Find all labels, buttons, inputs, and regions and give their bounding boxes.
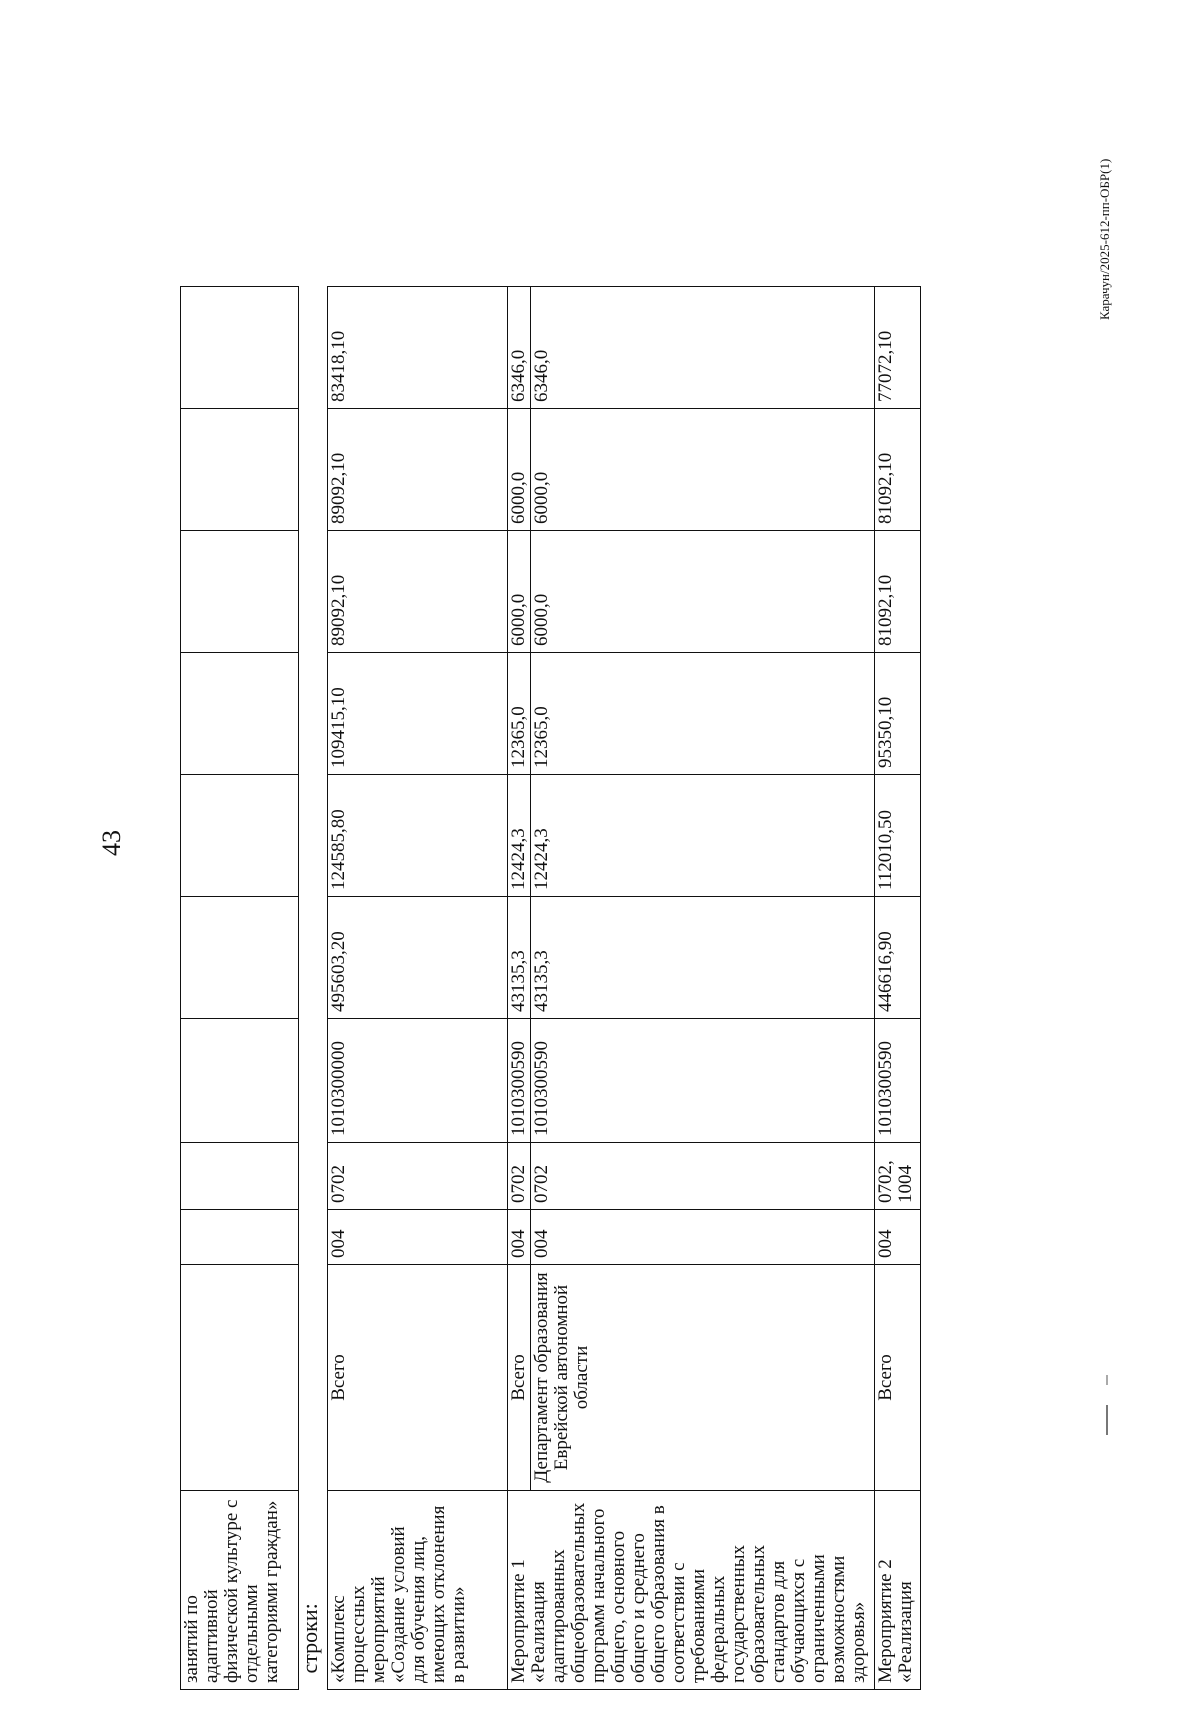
budget-table-rotated bbox=[180, 40, 1040, 1690]
cell-value: 446616,90 bbox=[875, 897, 921, 1019]
cell-value: 6000,0 bbox=[508, 409, 531, 531]
page-number: 43 bbox=[97, 830, 126, 856]
cell-grbs: 004 bbox=[875, 1210, 921, 1265]
cell-csr: 1010300590 bbox=[508, 1019, 531, 1143]
cell-value: 81092,10 bbox=[875, 409, 921, 531]
document-code: Карачун/2025-612-пп-ОБР(1) bbox=[1097, 158, 1112, 320]
cell-source: Всего bbox=[508, 1265, 531, 1491]
cell-value: 6346,0 bbox=[531, 287, 875, 409]
cell-value: 81092,10 bbox=[875, 531, 921, 653]
scan-artifact bbox=[1106, 1375, 1108, 1385]
cell-value: 6346,0 bbox=[508, 287, 531, 409]
cell-name: занятий по адаптивной физической культуре с отдельными категориями граждан» bbox=[181, 1491, 299, 1690]
table-row-measure1-department bbox=[531, 287, 875, 1690]
table-row-complex bbox=[328, 287, 508, 1690]
cell-rzpr: 0702 bbox=[508, 1143, 531, 1210]
cell-value: 495603,20 bbox=[328, 897, 508, 1019]
cell-value: 112010,50 bbox=[875, 775, 921, 897]
cell-value: 89092,10 bbox=[328, 531, 508, 653]
cell-value: 89092,10 bbox=[328, 409, 508, 531]
cell-rzpr: 0702, 1004 bbox=[875, 1143, 921, 1210]
budget-table bbox=[180, 286, 921, 1690]
cell-grbs: 004 bbox=[531, 1210, 875, 1265]
cell-value: 43135,3 bbox=[508, 897, 531, 1019]
cell-value: 12365,0 bbox=[508, 653, 531, 775]
cell-value: 12424,3 bbox=[531, 775, 875, 897]
cell-name: Мероприятие 1 «Реализация адаптированных общеобразовательных программ начального общего, основного общего и среднего общего образования в соответствии с требованиями федеральных государственных образовательных стандартов для обучающихся с ограниченными возможностями здоровья» bbox=[508, 1491, 875, 1690]
cell-value: 43135,3 bbox=[531, 897, 875, 1019]
scan-artifact bbox=[1106, 1405, 1108, 1435]
cell-name: «Комплекс процессных мероприятий «Создание условий для обучения лиц, имеющих отклонения в развитии» bbox=[328, 1491, 508, 1690]
cell-csr: 1010300590 bbox=[531, 1019, 875, 1143]
cell-source: Департамент образования Еврейской автономной области bbox=[531, 1265, 875, 1491]
cell-value: 109415,10 bbox=[328, 653, 508, 775]
cell-value: 6000,0 bbox=[508, 531, 531, 653]
cell-grbs: 004 bbox=[508, 1210, 531, 1265]
cell-csr: 1010300000 bbox=[328, 1019, 508, 1143]
cell-value: 12424,3 bbox=[508, 775, 531, 897]
cell-csr: 1010300590 bbox=[875, 1019, 921, 1143]
cell-source: Всего bbox=[875, 1265, 921, 1491]
cell-value: 6000,0 bbox=[531, 531, 875, 653]
cell-source: Всего bbox=[328, 1265, 508, 1491]
cell-value: 124585,80 bbox=[328, 775, 508, 897]
cell-value: 77072,10 bbox=[875, 287, 921, 409]
table-row-measure2 bbox=[875, 287, 921, 1690]
cell-value: 6000,0 bbox=[531, 409, 875, 531]
table-row-measure1-total bbox=[508, 287, 531, 1690]
section-label: строки: bbox=[299, 1491, 328, 1690]
cell-name: Мероприятие 2 «Реализация bbox=[875, 1491, 921, 1690]
table-row-continued bbox=[181, 287, 299, 1690]
cell-rzpr: 0702 bbox=[531, 1143, 875, 1210]
cell-value: 83418,10 bbox=[328, 287, 508, 409]
cell-value: 12365,0 bbox=[531, 653, 875, 775]
section-heading-row bbox=[299, 287, 328, 1690]
cell-value: 95350,10 bbox=[875, 653, 921, 775]
cell-rzpr: 0702 bbox=[328, 1143, 508, 1210]
cell-grbs: 004 bbox=[328, 1210, 508, 1265]
